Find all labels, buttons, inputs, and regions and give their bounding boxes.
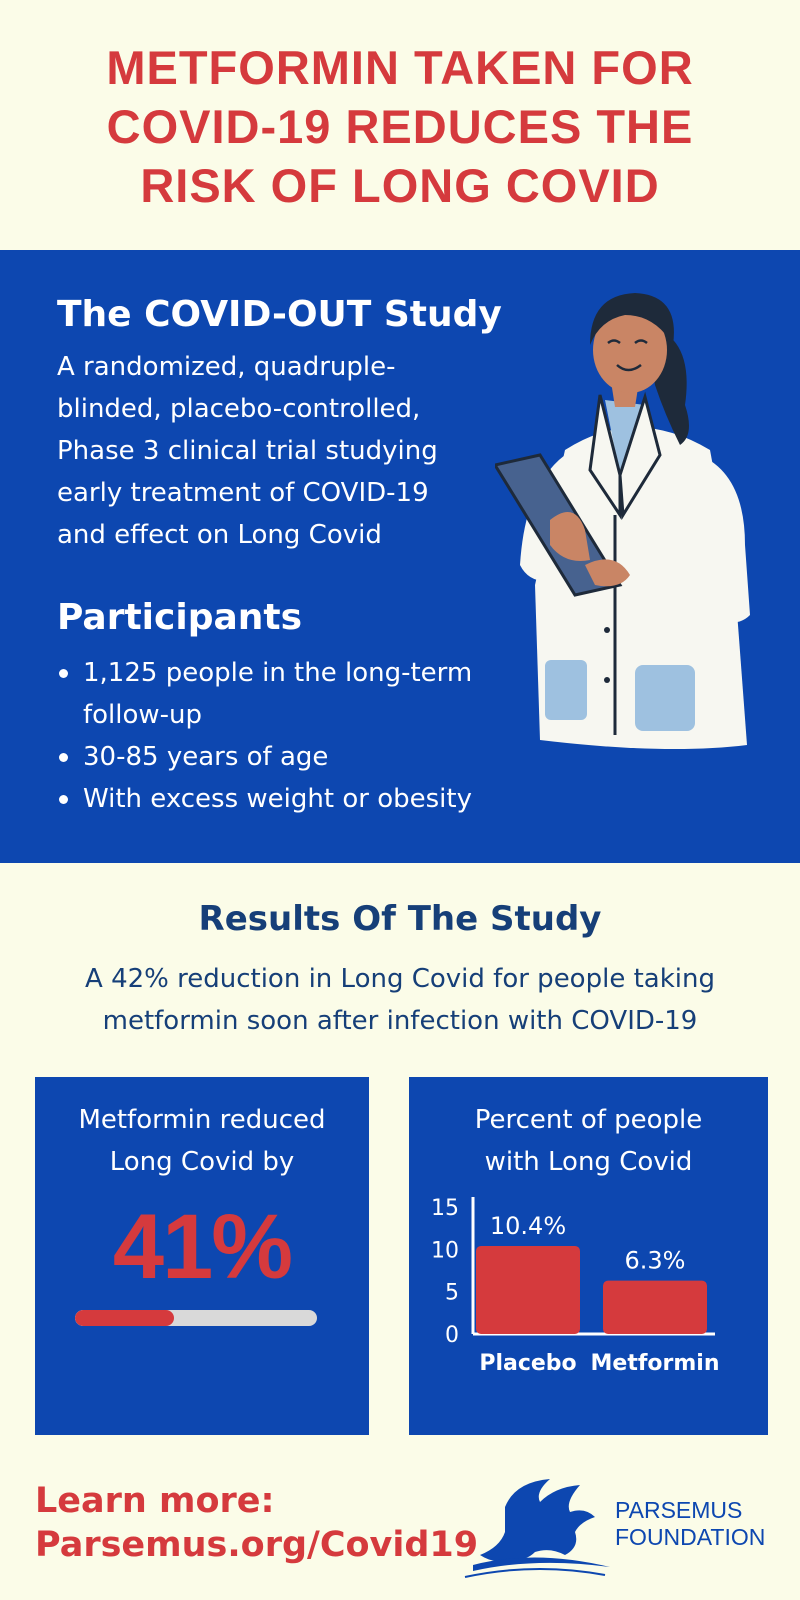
participants-item-text: With excess weight or obesity <box>83 784 472 814</box>
chart-title-line: with Long Covid <box>484 1147 693 1177</box>
study-desc-line: early treatment of COVID-19 <box>57 478 429 508</box>
reduction-card-title <box>35 1099 369 1183</box>
doctor-illustration <box>495 285 775 770</box>
bar-data-label: 10.4% <box>489 1211 567 1240</box>
results-heading: Results Of The Study <box>198 899 602 939</box>
learn-more-label: Learn more: <box>35 1481 275 1521</box>
reduction-title-line: Metformin reduced <box>78 1105 326 1135</box>
title-line-2: COVID-19 REDUCES THE <box>106 100 694 153</box>
y-tick-label: 10 <box>431 1238 459 1264</box>
study-description <box>57 346 497 556</box>
results-description <box>0 958 800 1042</box>
chart-title-line: Percent of people <box>474 1105 703 1135</box>
participants-item <box>57 778 527 820</box>
participants-item-text: 30-85 years of age <box>83 742 329 772</box>
title-line-1: METFORMIN TAKEN FOR <box>106 41 694 94</box>
study-desc-line: and effect on Long Covid <box>57 520 382 550</box>
chart-title <box>409 1099 768 1183</box>
participants-list <box>57 652 527 820</box>
reduction-progress-fill <box>75 1310 174 1326</box>
participants-heading: Participants <box>57 597 303 638</box>
study-heading: The COVID-OUT Study <box>57 294 502 335</box>
coat-button <box>604 677 610 683</box>
x-tick-label: Placebo <box>479 1351 577 1376</box>
bar-metformin <box>603 1281 707 1334</box>
study-desc-line: A randomized, quadruple- <box>57 352 396 382</box>
participants-item-text: follow-up <box>83 700 203 730</box>
reduction-card <box>35 1077 369 1435</box>
bar-placebo <box>476 1246 580 1334</box>
reduction-value: 41% <box>112 1196 292 1298</box>
pegasus-logo-icon <box>455 1477 615 1582</box>
results-desc-line: A 42% reduction in Long Covid for people taking <box>85 964 715 994</box>
study-desc-line: Phase 3 clinical trial studying <box>57 436 438 466</box>
bar-chart <box>409 1187 768 1435</box>
chart-card <box>409 1077 768 1435</box>
bar-data-label: 6.3% <box>624 1246 686 1275</box>
results-desc-line: metformin soon after infection with COVID-19 <box>102 1006 698 1036</box>
coat-button <box>604 627 610 633</box>
learn-more-link[interactable]: Parsemus.org/Covid19 <box>35 1525 479 1565</box>
learn-more <box>35 1479 478 1567</box>
page-title <box>0 38 800 215</box>
reduction-progress-bar <box>75 1310 317 1326</box>
coat-pocket <box>635 665 695 731</box>
coat-pocket <box>545 660 587 720</box>
y-tick-label: 0 <box>445 1323 459 1348</box>
reduction-title-line: Long Covid by <box>109 1147 295 1177</box>
org-name-line: PARSEMUS <box>615 1497 743 1523</box>
org-name-line: FOUNDATION <box>615 1524 766 1550</box>
title-line-3: RISK OF LONG COVID <box>140 159 660 212</box>
participants-item <box>57 652 527 736</box>
y-tick-label: 15 <box>431 1196 459 1221</box>
study-desc-line: blinded, placebo-controlled, <box>57 394 421 424</box>
x-tick-label: Metformin <box>590 1351 720 1376</box>
org-name <box>615 1497 765 1551</box>
participants-item-text: 1,125 people in the long-term <box>83 658 473 688</box>
y-tick-label: 5 <box>445 1280 459 1306</box>
participants-item <box>57 736 527 778</box>
